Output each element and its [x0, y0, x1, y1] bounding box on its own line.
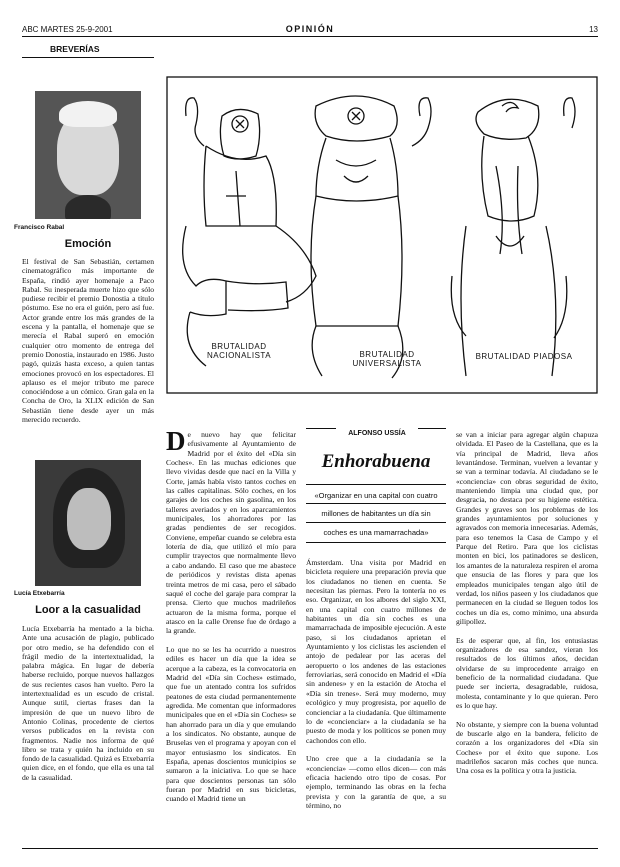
etxebarria-caption: Lucía Etxebarría	[14, 590, 65, 597]
brief1-title: Emoción	[64, 238, 112, 250]
page-footer-rule	[22, 848, 598, 849]
section-name: OPINIÓN	[285, 24, 335, 34]
page-number: 13	[589, 25, 598, 34]
drop-cap: D	[166, 430, 186, 456]
article-column-3: se van a iniciar para agregar algún chapuza olvidada. El Paseo de la Castellana, que es la vía principal de Madrid, lleva años levantándose. Terminan, vuelven a levantar y se van a terminar todavía. Al ciudadano se le «conciencia» con obras seguridad de éxito, manteniendo limpia una ciudad que, por desgracia, no destaca por su higiene estética. Grandes y graves son los problemas de los grandes ayuntamientos por soluciones y agravados con memoria innecesarias. Además, para eso tenemos la Casa de Campo y el Parque del Retiro. Para que los ciclistas monten en bici, los patinadores se deslicen, los amantes de la naturaleza respiren el aroma que ensucia de las flores y para que los empleados municipales tengan algo útil de verdad, los niños paseen y los ciudadanos que permanecen en la ciudad se lleguen todos los coches un día es, como mínimo, una absurda gilipollez. Es de esperar que, al fin, los entusiastas organizadores de esa sandez, vieran los resultados de los últimos años, decidan olvidarse de su improcedente arraigo en beneficio de la normalidad ciudadana. Que puede ser incierta, desagradable, ruidosa, molesta, contaminante y lo que quieran. Pero es lo que hay. No obstante, y siempre con la buena voluntad de buscarle algo en la bandera, felicito de corazón a los organizadores del «Día sin Coches» por el éxito que supone. Los madrileños sacaron más coches que nunca. Una cosa es la política y otra la justicia.	[456, 430, 598, 776]
pullquote-rule-2	[306, 522, 446, 523]
title-rule	[306, 484, 446, 485]
article-column-2: Ámsterdam. Una visita por Madrid en bicicleta requiere una preparación previa que los ciudadanos no tienen en cuenta. Se necesitan las piernas. Pero la tontería no es eso. Organizar, en los albores del siglo XXI, en una capital con cuatro millones de habitantes un día sin coches es una mamarrachada de imposible ejecución. A este paso, si los ciudadanos aprietan el Ayuntamiento y los ciclistas les ascienden el antojo de pedalear por las aceras del aeropuerto o los andenes de las estaciones ferroviarias, será conocido en Madrid el «Día sin andenes» y en la estación de Atocha el «Día sin trenes». Será muy moderno, muy ecológico y muy progresista, por aquello de concienciar a la ciudadanía. Que últimamente lo de «concienciar» a la ciudadanía se ha puesto de moda y los políticos se ponen muy cachondos con ello. Uno cree que a la ciudadanía se la «conciencia» —como ellos dicen— con más eficacia haciendo otro tipo de cosas. Por ejemplo, terminando las obras en la fecha prevista y con la garantía de que, a su término, no	[306, 558, 446, 810]
pullquote-line-1: «Organizar en una capital con cuatro	[314, 491, 438, 500]
sidebar-divider	[22, 57, 154, 58]
brief2-title: Loor a la casualidad	[35, 604, 141, 616]
pullquote-rule-3	[306, 542, 446, 543]
brief2-text: Lucía Etxebarría ha mentado a la bicha. Ante una acusación de plagio, publicado por otro medio, se ha defendido con el frágil medio de la intertextualidad, la palabra mágica. En lugar de debería haberse recluido, porque nuevos hallazgos de sus recientes casos han vuelto. Pero la intertextualidad es un escudo de cristal. Aunque sutil, ciertas frases dan la impresión de que un nuevo libro de Antonio Colinas, procedente de ciertos versos publicados en la revista con fragmentos. Nadie nos informa de qué libro se trata y quién ha incluido en su fondo de la casualidad. Quizá es Etxebarría quien dice, en el fondo, que ella es una tal de la casualidad.	[22, 624, 154, 782]
etxebarria-photo	[35, 460, 141, 586]
pullquote-rule-1	[306, 503, 446, 504]
page-header	[22, 24, 598, 37]
author-byline: ALFONSO USSÍA	[348, 430, 406, 437]
article-title: Enhorabuena	[321, 451, 431, 472]
byline-rule-right	[418, 428, 446, 429]
editorial-cartoon	[166, 76, 598, 394]
label-universalista: BRUTALIDAD UNIVERSALISTA	[352, 350, 422, 368]
brevierias-sidebar	[14, 44, 154, 844]
sidebar-title: BREVERÍAS	[50, 44, 100, 54]
pullquote-line-3: coches es una mamarrachada»	[323, 528, 429, 537]
label-nacionalista: BRUTALIDAD NACIONALISTA	[206, 342, 272, 360]
pullquote-line-2: millones de habitantes un día sin	[321, 509, 431, 518]
issue-date: ABC MARTES 25-9-2001	[22, 25, 113, 34]
rabal-photo	[35, 91, 141, 219]
label-piadosa: BRUTALIDAD PIADOSA	[475, 352, 573, 361]
column-1-text: e nuevo hay que felicitar efusivamente al Ayuntamiento de Madrid por el éxito del «Día sin Coches». En las muchas ediciones que llevo vividas desde que nací en la Villa y Corte, jamás había visto tantos coches en las calles capitalinas. Sólo coches, en los garajes de los coches sin gasolina, en los talleres averiados y en los aparcamientos municipales, los ahorradores por las gradas pendientes de ser recogidos. Conviene, empeñar cuando se celebra esta lotería de día, que utilizó el mío para cumplir trayectos que normalmente llevo a cabo andando. El caso que me abastece de periódicos y revistas dista apenas treinta metros de mi casa, pero el sábado saqué el coche del garaje para comprar la prensa. Cierto que muchos madrileños actuaron de la misma forma, porque el atasco en la calle Orense fue de órdago a la grande. Lo que no se les ha ocurrido a nuestros ediles es hacer un día que la idea se acerque a la cabeza, es la convocatoria en Madrid del «Día sin Coches» estimado, que fue un atentado contra los sufridos peatones de esta ciudad permanentemente agredida. Me comentan que informadores municipales que en el «Día sin Coches» se han ahorrado para un día y que emulando a los sindicatos. No obstante, aunque de Bruselas ven el programa y apoyan con el mayor entusiasmo los sindicatos. En España, apenas doscientos municipios se sumaron a la iniciativa. Lo que se hace para que doscientos personas tan sólo fueran por Madrid en sus bicicletas, cuando el Madrid tiene un	[166, 430, 296, 804]
article-column-1	[166, 430, 296, 838]
rabal-caption: Francisco Rabal	[14, 224, 65, 231]
brief1-text: El festival de San Sebastián, certamen cinematográfico más importante de España, rindió ayer homenaje a Paco Rabal. Su inesperada muerte hizo que sólo pudiese recibir el premio Donostia a título póstumo. Ese no era el guión, pero así fue. Actor grande entre los más grandes de la escena y la pantalla, el homenaje que se merecía el Rabal superó en emoción cualquier otro momento de entrega del premio Donostia, instaurado en 1986. Justo pagó, quizás hasta exceso, a quien tantas emociones provocó en los espectadores. El aplauso es el mejor tributo me parece conociéndose a un cómico. Gran gala en la Concha de Oro, la XLIX edición de San Sebastián tiene desde ayer un más merecido recuerdo.	[22, 257, 154, 425]
byline-rule-left	[306, 428, 336, 429]
